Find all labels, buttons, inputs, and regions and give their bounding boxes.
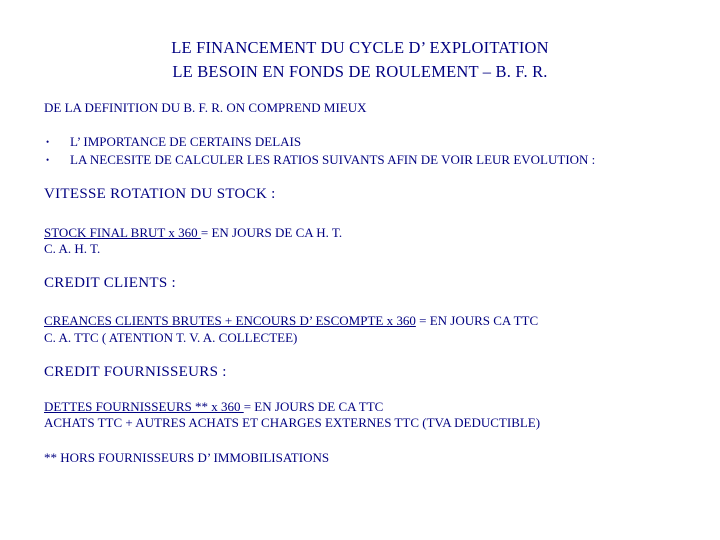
bullet-marker-1: • (46, 137, 50, 147)
formula-stock-denominator: C. A. H. T. (44, 241, 101, 256)
formula-fournisseurs-denominator: ACHATS TTC + AUTRES ACHATS ET CHARGES EXTERNES TTC (TVA DEDUCTIBLE) (44, 415, 541, 430)
title-line-1: LE FINANCEMENT DU CYCLE D’ EXPLOITATION (171, 38, 549, 57)
intro-text: DE LA DEFINITION DU B. F. R. ON COMPREND MIEUX (44, 100, 367, 115)
formula-clients-numerator: CREANCES CLIENTS BRUTES + ENCOURS D’ ESCOMPTE x 360 (44, 313, 416, 328)
formula-stock-numerator: STOCK FINAL BRUT x 360 (44, 225, 201, 240)
formula-fournisseurs-numerator-line (44, 399, 383, 415)
bullet-item-1: L’ IMPORTANCE DE CERTAINS DELAIS (70, 134, 302, 149)
formula-clients-denominator: C. A. TTC ( ATENTION T. V. A. COLLECTEE) (44, 330, 298, 345)
section-heading-fournisseurs: CREDIT FOURNISSEURS : (44, 364, 227, 380)
section-heading-clients: CREDIT CLIENTS : (44, 275, 177, 291)
bullet-marker-2: • (46, 155, 50, 165)
title-line-2: LE BESOIN EN FONDS DE ROULEMENT – B. F. R. (172, 62, 548, 81)
footnote: ** HORS FOURNISSEURS D’ IMMOBILISATIONS (44, 450, 330, 465)
bullet-item-2: LA NECESITE DE CALCULER LES RATIOS SUIVANTS AFIN DE VOIR LEUR EVOLUTION : (70, 152, 596, 167)
section-heading-stock: VITESSE ROTATION DU STOCK : (44, 186, 276, 202)
formula-stock-result: = EN JOURS DE CA H. T. (200, 225, 343, 240)
formula-stock-numerator-line (44, 225, 342, 241)
formula-clients-result: = EN JOURS CA TTC (415, 313, 539, 328)
formula-clients-numerator-line (44, 313, 538, 329)
formula-fournisseurs-result: = EN JOURS DE CA TTC (243, 399, 384, 414)
formula-fournisseurs-numerator: DETTES FOURNISSEURS ** x 360 (44, 399, 244, 414)
